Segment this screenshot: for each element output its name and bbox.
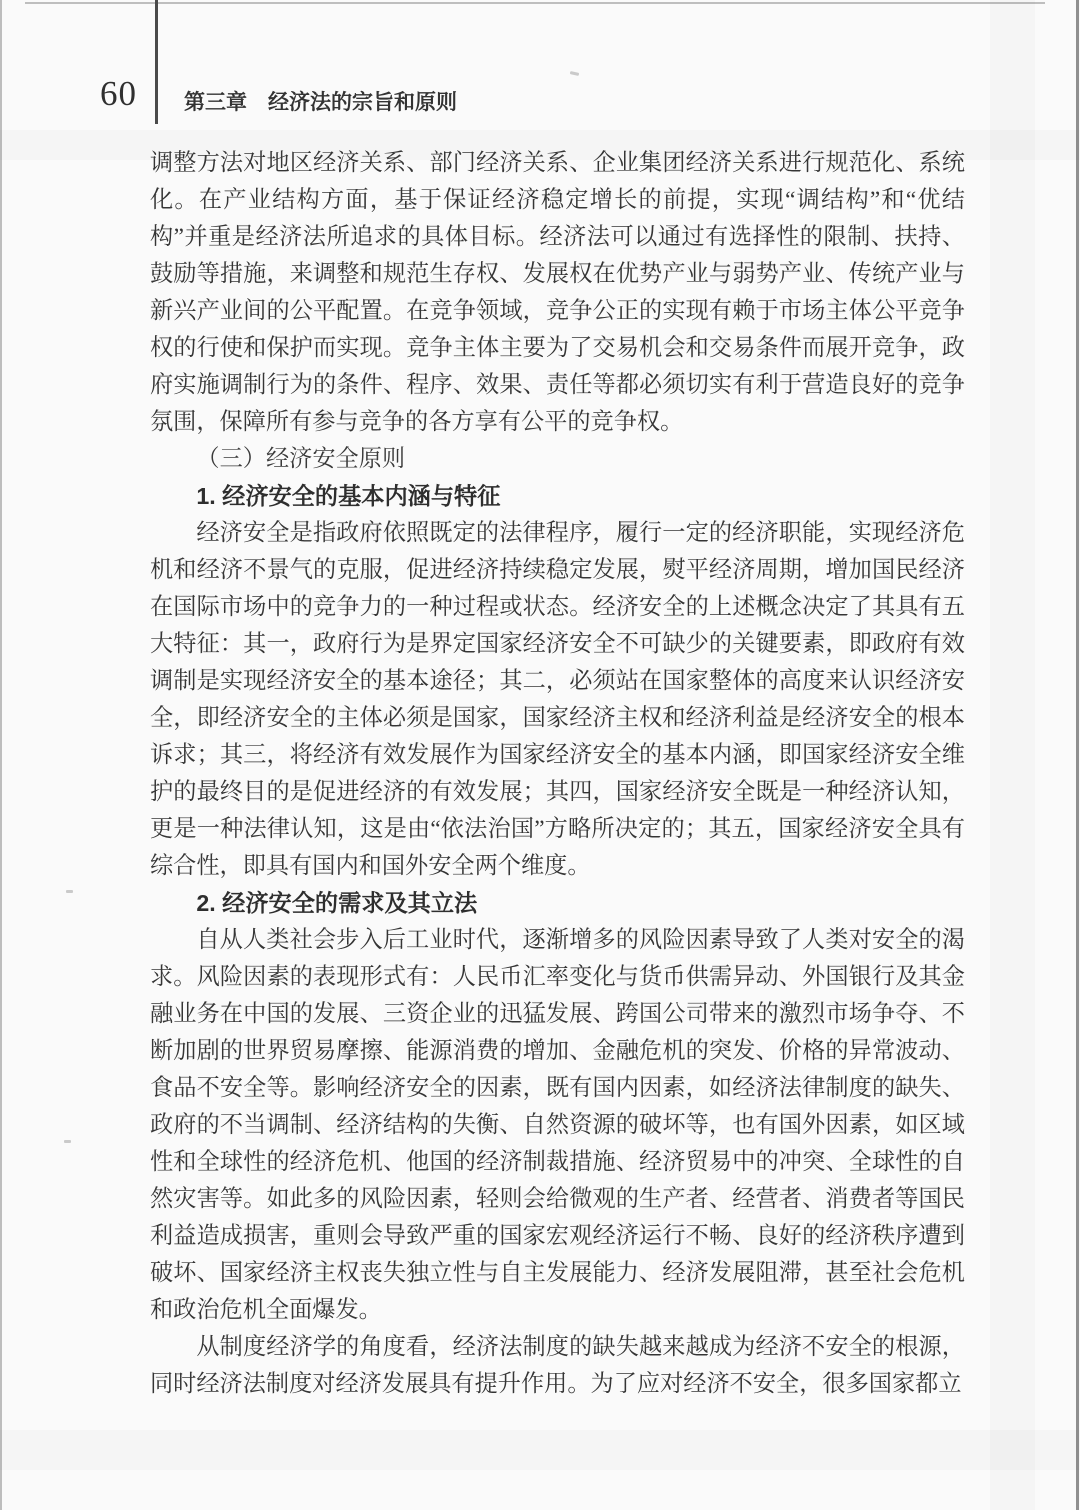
paragraph: 经济安全是指政府依照既定的法律程序，履行一定的经济职能，实现经济危机和经济不景气的克服，促进经济持续稳定发展，熨平经济周期，增加国民经济在国际市场中的竞争力的一种过程或状态。经济安全的上述概念决定了其具有五大特征：其一，政府行为是界定国家经济安全不可缺少的关键要素，即政府有效调制是实现经济安全的基本途径；其二，必须站在国家整体的高度来认识经济安全，即经济安全的主体必须是国家，国家经济主权和经济利益是经济安全的根本诉求；其三，将经济有效发展作为国家经济安全的基本内涵，即国家经济安全维护的最终目的是促进经济的有效发展；其四，国家经济安全既是一种经济认知，更是一种法律认知，这是由“依法治国”方略所决定的；其五，国家经济安全具有综合性，即具有国内和国外安全两个维度。 xyxy=(150,520,965,879)
paragraph: 从制度经济学的角度看，经济法制度的缺失越来越成为经济不安全的根源，同时经济法制度对经济发展具有提升作用。为了应对经济不安全，很多国家都立 xyxy=(150,1334,965,1397)
scan-speck xyxy=(570,71,579,76)
chapter-header: 第三章 经济法的宗旨和原则 xyxy=(184,91,457,114)
scan-speck xyxy=(66,890,73,893)
page-body-text xyxy=(150,145,965,1403)
subheading: 1. 经济安全的基本内涵与特征 xyxy=(196,483,501,509)
header-divider-rule xyxy=(155,0,158,124)
page-number: 60 xyxy=(100,74,137,113)
scan-left-edge xyxy=(0,0,2,1510)
subheading: 2. 经济安全的需求及其立法 xyxy=(196,890,478,916)
scan-speck xyxy=(64,1140,71,1143)
scan-top-hairline xyxy=(25,2,1045,4)
paragraph: 调整方法对地区经济关系、部门经济关系、企业集团经济关系进行规范化、系统化。在产业结构方面，基于保证经济稳定增长的前提，实现“调结构”和“优结构”并重是经济法所追求的具体目标。经济法可以通过有选择性的限制、扶持、鼓励等措施，来调整和规范生存权、发展权在优势产业与弱势产业、传统产业与新兴产业间的公平配置。在竞争领域，竞争公正的实现有赖于市场主体公平竞争权的行使和保护而实现。竞争主体主要为了交易机会和交易条件而展开竞争，政府实施调制行为的条件、程序、效果、责任等都必须切实有利于营造良好的竞争氛围，保障所有参与竞争的各方享有公平的竞争权。 xyxy=(150,150,965,435)
scan-right-edge xyxy=(1076,0,1079,1510)
paragraph: 自从人类社会步入后工业时代，逐渐增多的风险因素导致了人类对安全的渴求。风险因素的表现形式有：人民币汇率变化与货币供需异动、外国银行及其金融业务在中国的发展、三资企业的迅猛发展、跨国公司带来的激烈市场争夺、不断加剧的世界贸易摩擦、能源消费的增加、金融危机的突发、价格的异常波动、食品不安全等。影响经济安全的因素，既有国内因素，如经济法律制度的缺失、政府的不当调制、经济结构的失衡、自然资源的破坏等，也有国外因素，如区域性和全球性的经济危机、他国的经济制裁措施、经济贸易中的冲突、全球性的自然灾害等。如此多的风险因素，轻则会给微观的生产者、经营者、消费者等国民利益造成损害，重则会导致严重的国家宏观经济运行不畅、良好的经济秩序遭到破坏、国家经济主权丧失独立性与自主发展能力、经济发展阻滞，甚至社会危机和政治危机全面爆发。 xyxy=(150,927,965,1323)
scan-band xyxy=(0,1430,1080,1470)
scan-band xyxy=(990,0,1035,1510)
subheading: （三）经济安全原则 xyxy=(196,446,406,472)
